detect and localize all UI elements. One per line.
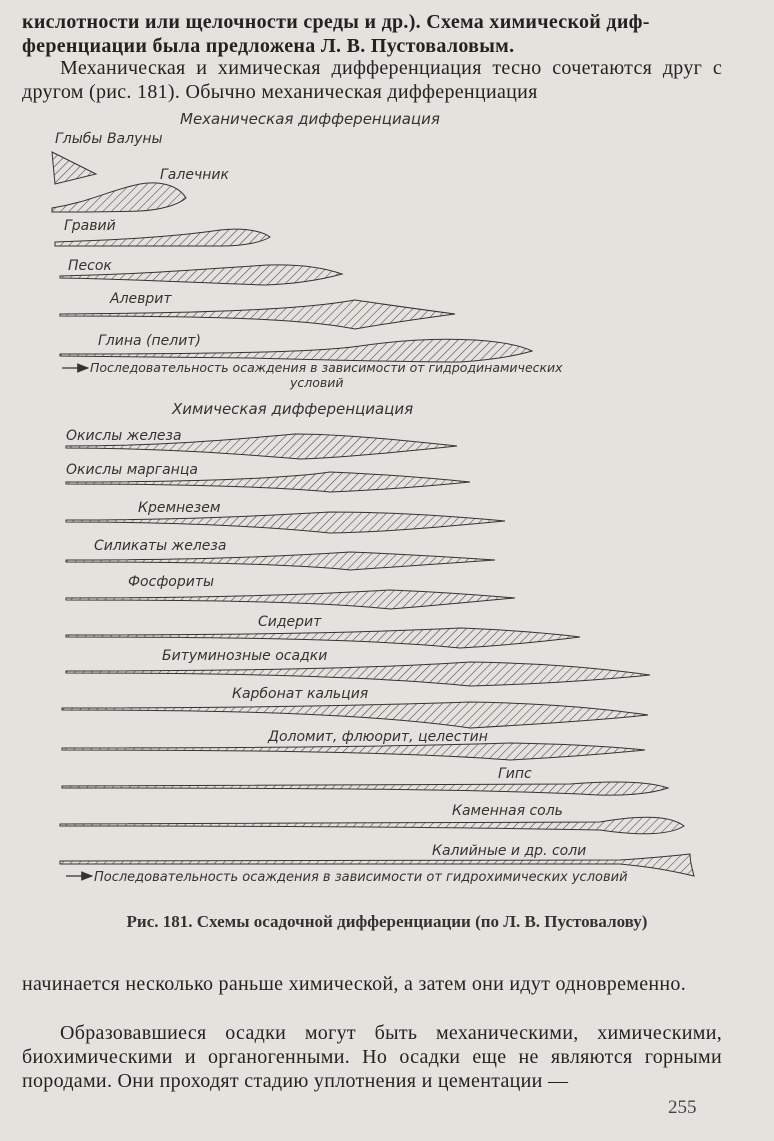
- figure-caption: Рис. 181. Схемы осадочной дифференциации (по Л. В. Пустовалову): [126, 912, 648, 931]
- top-paragraph-line1: кислотности или щелочности среды и др.). Схема химической диф-: [22, 11, 650, 33]
- chem-shape-phosphorites: [66, 590, 515, 609]
- chem-label-silica: Кремнезем: [138, 500, 221, 516]
- chem-label-manganese-oxides: Окислы марганца: [66, 462, 198, 478]
- mech-label-gravel: Гравий: [64, 218, 116, 234]
- chem-shape-siderite: [66, 628, 580, 648]
- chem-shape-gypsum: [62, 782, 668, 795]
- chem-shape-dolomite: [62, 743, 645, 760]
- top-paragraph-line2: ференциации была предложена Л. В. Пустоваловым.: [22, 35, 515, 57]
- mechanical-arrow-label-line2: условий: [290, 375, 344, 390]
- chem-label-dolomite: Доломит, флюорит, целестин: [268, 729, 488, 745]
- mech-label-silt: Алеврит: [110, 291, 172, 307]
- mech-label-boulders: Глыбы Валуны: [55, 131, 163, 147]
- chem-label-gypsum: Гипс: [498, 766, 532, 782]
- chem-shape-silica: [66, 512, 505, 533]
- mech-shape-boulders: [52, 152, 96, 184]
- chem-label-potassium-salts: Калийные и др. соли: [432, 843, 587, 859]
- chem-shape-iron-silicates: [66, 552, 495, 570]
- chem-label-siderite: Сидерит: [258, 614, 322, 630]
- chem-label-iron-silicates: Силикаты железа: [94, 538, 227, 554]
- chem-shape-bituminous: [66, 662, 650, 686]
- last-paragraph: Образовавшиеся осадки могут быть механическими, химическими, биохимическими и органогенными. Но осадки еще не являются горными породами. Они проходят стадию уплотнения и цементации —: [22, 1022, 722, 1092]
- chem-shape-rock-salt: [60, 817, 684, 834]
- chem-label-calcium-carbonate: Карбонат кальция: [232, 686, 369, 702]
- chemical-arrow-label: Последовательность осаждения в зависимости от гидрохимических условий: [94, 870, 628, 885]
- chem-label-iron-oxides: Окислы железа: [66, 428, 182, 444]
- mech-label-pebbles: Галечник: [160, 167, 229, 183]
- after-figure-paragraph: начинается несколько раньше химической, а затем они идут одновременно.: [22, 973, 687, 995]
- chem-shape-calcium-carbonate: [62, 702, 648, 728]
- mech-shape-pebbles: [52, 183, 186, 212]
- chem-label-rock-salt: Каменная соль: [452, 803, 563, 819]
- mechanical-arrow-label-line1: Последовательность осаждения в зависимости от гидродинамических: [90, 360, 563, 375]
- chem-label-phosphorites: Фосфориты: [128, 574, 215, 590]
- chem-label-bituminous: Битуминозные осадки: [162, 648, 328, 664]
- mech-label-clay: Глина (пелит): [98, 333, 201, 349]
- chemical-title: Химическая дифференциация: [172, 400, 414, 418]
- page-number: 255: [668, 1097, 697, 1118]
- second-paragraph: Механическая и химическая дифференциация тесно сочетаются друг с другом (рис. 181). Обычно механическая дифференциация: [22, 57, 722, 103]
- mechanical-title: Механическая дифференциация: [180, 110, 440, 128]
- mech-label-sand: Песок: [68, 258, 112, 274]
